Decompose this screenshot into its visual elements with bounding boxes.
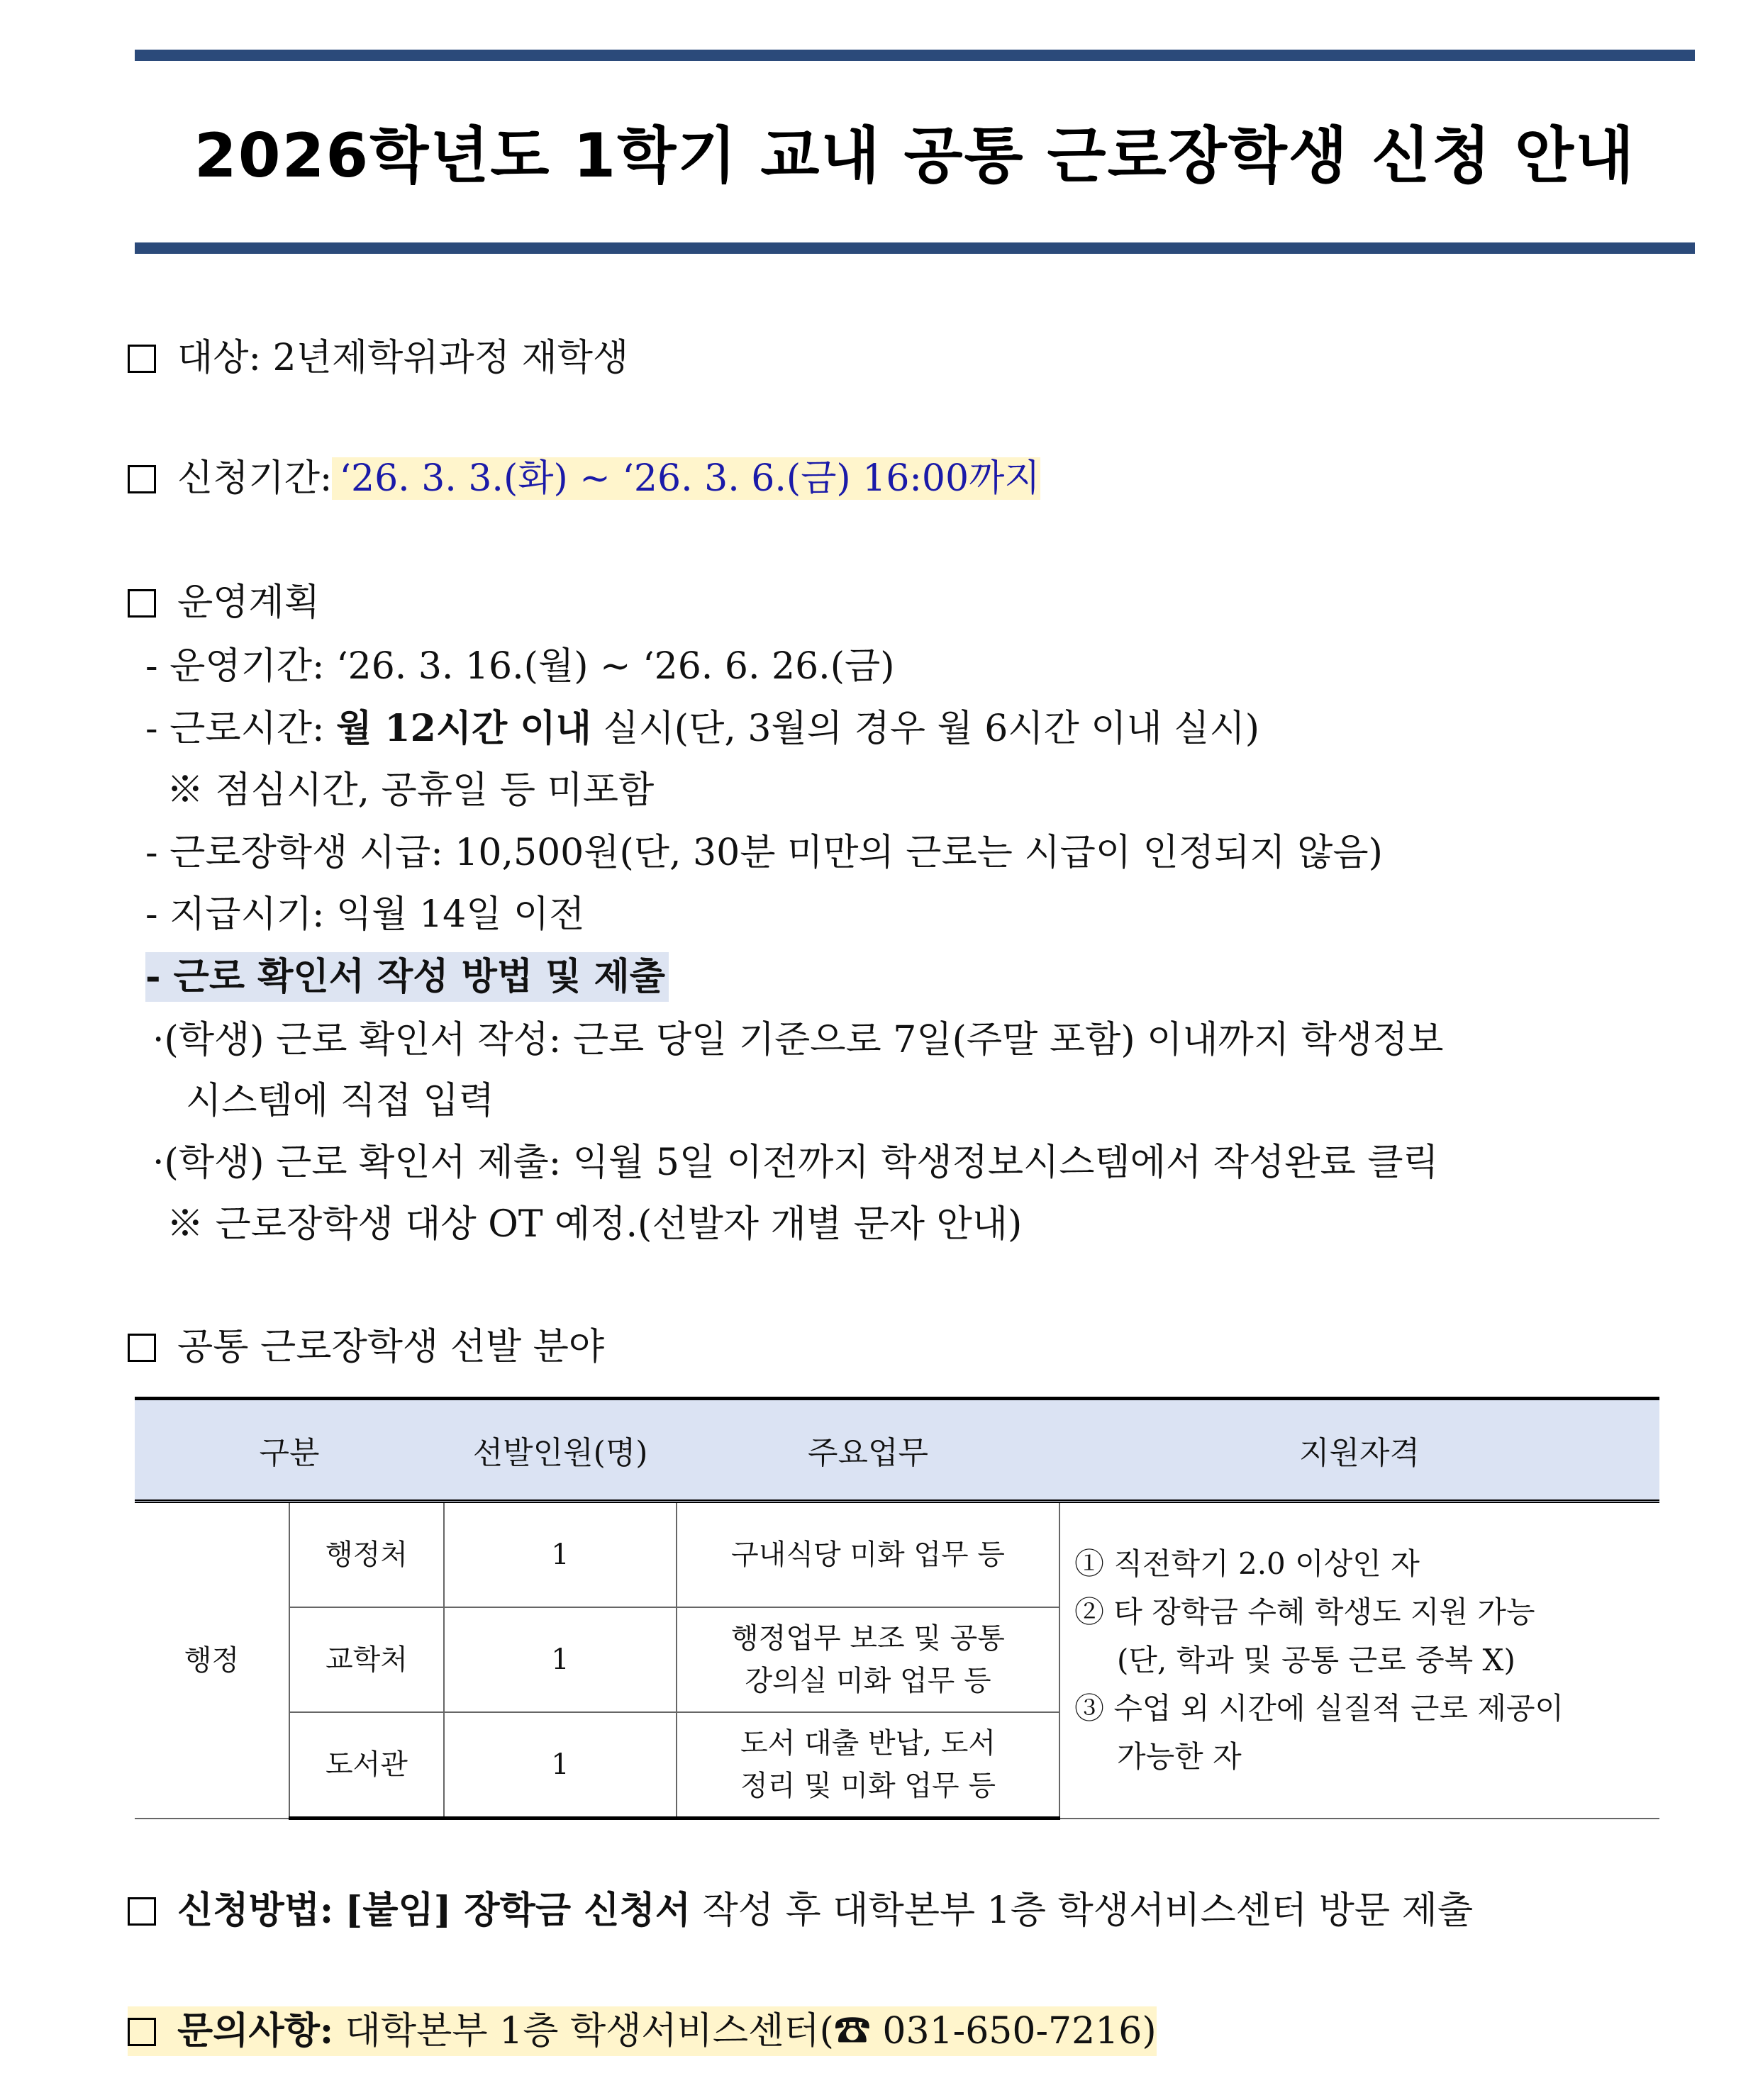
count-cell: 1 xyxy=(444,1607,677,1712)
qualification-item: ① 직전학기 2.0 이상인 자 xyxy=(1074,1546,1420,1581)
header-qualification: 지원자격 xyxy=(1059,1399,1659,1502)
target-line xyxy=(128,333,628,383)
count-cell: 1 xyxy=(444,1502,677,1608)
plan-heading xyxy=(128,578,320,627)
dept-cell: 교학처 xyxy=(289,1607,444,1712)
target-label: 대상: xyxy=(177,337,261,379)
fields-heading-text: 공통 근로장학생 선발 분야 xyxy=(177,1326,605,1368)
plan-work-hours xyxy=(145,704,1259,754)
apply-rest: 작성 후 대학본부 1층 학생서비스센터 방문 제출 xyxy=(702,1889,1474,1932)
apply-bold: [붙임] 장학금 신청서 xyxy=(345,1889,691,1932)
dept-cell: 도서관 xyxy=(289,1712,444,1819)
header-count: 선발인원(명) xyxy=(444,1399,677,1502)
period-label: 신청기간: xyxy=(177,457,333,500)
task-cell xyxy=(677,1712,1059,1819)
plan-confirm-submit: ·(학생) 근로 확인서 제출: 익월 5일 이전까지 학생정보시스템에서 작성완료 클릭 xyxy=(152,1141,1439,1184)
table-row xyxy=(135,1502,1659,1608)
apply-line xyxy=(128,1886,1473,1936)
task-cell xyxy=(677,1607,1059,1712)
contact-label: 문의사항: xyxy=(177,2009,334,2052)
period-value: ‘26. 3. 3.(화) ~ ‘26. 3. 6.(금) 16:00까지 xyxy=(332,457,1040,500)
checkbox-icon xyxy=(128,345,156,373)
group-cell: 행정 xyxy=(135,1502,289,1819)
qualification-item: 가능한 자 xyxy=(1117,1738,1242,1774)
checkbox-icon xyxy=(128,465,156,493)
qualification-item: ③ 수업 외 시간에 실질적 근로 제공이 xyxy=(1074,1690,1564,1726)
checkbox-icon xyxy=(128,2018,156,2046)
task-line: 정리 및 미화 업무 등 xyxy=(740,1770,996,1802)
plan-confirm-heading: - 근로 확인서 작성 방법 및 제출 xyxy=(145,952,669,1002)
task-line: 강의실 미화 업무 등 xyxy=(745,1665,991,1697)
plan-note-ot: ※ 근로장학생 대상 OT 예정.(선발자 개별 문자 안내) xyxy=(167,1203,1023,1246)
header-task: 주요업무 xyxy=(677,1399,1059,1502)
fields-heading xyxy=(128,1322,604,1372)
apply-label: 신청방법: xyxy=(177,1889,334,1932)
qualification-item: ② 타 장학금 수혜 학생도 지원 가능 xyxy=(1074,1594,1535,1629)
top-rule xyxy=(135,50,1695,61)
plan-confirm-write-1: ·(학생) 근로 확인서 작성: 근로 당일 기준으로 7일(주말 포함) 이내까지 학생정보 xyxy=(152,1019,1444,1061)
selection-table xyxy=(135,1397,1659,1820)
header-category: 구분 xyxy=(135,1399,444,1502)
dept-cell: 행정처 xyxy=(289,1502,444,1608)
plan-pay-date: - 지급시기: 익월 14일 이전 xyxy=(145,893,585,936)
count-cell: 1 xyxy=(444,1712,677,1819)
period-line xyxy=(128,454,1040,503)
target-value: 2년제학위과정 재학생 xyxy=(272,337,629,379)
plan-op-period: - 운영기간: ‘26. 3. 16.(월) ~ ‘26. 6. 26.(금) xyxy=(145,645,895,688)
plan-wage: - 근로장학생 시급: 10,500원(단, 30분 미만의 근로는 시급이 인정되지 않음) xyxy=(145,832,1383,874)
task-cell xyxy=(677,1502,1059,1608)
task-line: 행정업무 보조 및 공통 xyxy=(731,1622,1005,1655)
task-line: 도서 대출 반납, 도서 xyxy=(740,1727,996,1760)
checkbox-icon xyxy=(128,1334,156,1362)
table-header-row xyxy=(135,1399,1659,1502)
work-hours-bold: 월 12시간 이내 xyxy=(336,707,591,750)
bottom-title-rule xyxy=(135,242,1695,254)
checkbox-icon xyxy=(128,589,156,618)
contact-line xyxy=(128,2006,1157,2056)
work-hours-prefix: - 근로시간: xyxy=(145,708,337,750)
qualification-cell xyxy=(1059,1502,1659,1819)
qualification-item: (단, 학과 및 공통 근로 중복 X) xyxy=(1117,1642,1515,1677)
work-hours-suffix: 실시(단, 3월의 경우 월 6시간 이내 실시) xyxy=(591,708,1260,750)
plan-confirm-write-2: 시스템에 직접 입력 xyxy=(186,1080,494,1122)
plan-heading-text: 운영계획 xyxy=(177,581,320,624)
plan-note-lunch: ※ 점심시간, 공휴일 등 미포함 xyxy=(167,769,655,812)
checkbox-icon xyxy=(128,1897,156,1926)
contact-value: 대학본부 1층 학생서비스센터(☎ 031-650-7216) xyxy=(345,2010,1157,2052)
task-line: 구내식당 미화 업무 등 xyxy=(731,1538,1005,1571)
page-title: 2026학년도 1학기 교내 공통 근로장학생 신청 안내 xyxy=(194,121,1636,191)
